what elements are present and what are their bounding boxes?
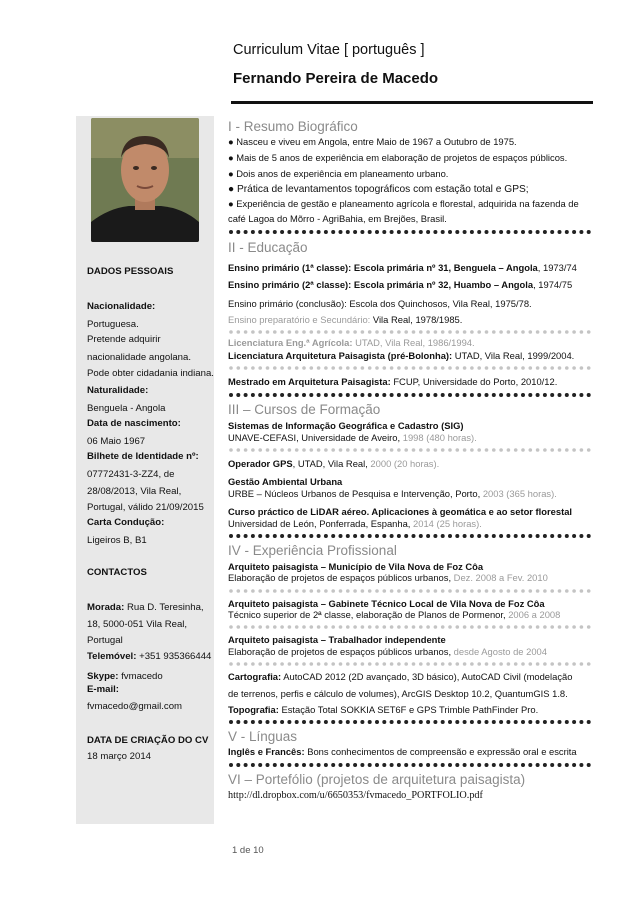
- skill-line: [228, 704, 538, 716]
- education-item: [228, 376, 557, 388]
- course-date: 2003 (365 horas).: [482, 488, 557, 499]
- education-item-detail: UTAD, Vila Real, 1986/1994.: [355, 337, 475, 348]
- birthplace-label: Naturalidade:: [87, 385, 149, 396]
- summary-item: ● Dois anos de experiência em planeamento urbano.: [228, 168, 449, 179]
- education-item: [228, 337, 475, 349]
- course-institution: URBE – Núcleos Urbanos de Pesquisa e Intervenção, Porto,: [228, 488, 483, 499]
- birthplace-value: Benguela - Angola: [87, 403, 166, 414]
- education-item-years: , 1973/74: [537, 262, 577, 273]
- nationality-label: Nacionalidade:: [87, 301, 156, 312]
- education-item-detail: UTAD, Vila Real, 1999/2004.: [452, 350, 575, 361]
- birthdate-label: Data de nascimento:: [87, 418, 181, 429]
- summary-item: ● Prática de levantamentos topográficos com estação total e GPS;: [228, 184, 529, 195]
- dotted-divider: [228, 719, 592, 725]
- address-line: [87, 602, 204, 614]
- language-label: Inglês e Francês:: [228, 746, 305, 757]
- section-title-experience: IV - Experiência Profissional: [228, 543, 397, 558]
- course-date: 1998 (480 horas).: [402, 432, 477, 443]
- education-item-title: Ensino primário (1ª classe): Escola primária nº 31, Benguela – Angola: [228, 262, 538, 273]
- dotted-divider: [228, 329, 592, 335]
- skill-detail: Estação Total SOKKIA SET6F e GPS Trimble PathFinder Pro.: [278, 704, 539, 715]
- course-detail: [228, 518, 482, 530]
- section-title-training: III – Cursos de Formação: [228, 402, 381, 417]
- skype-line: [87, 671, 163, 683]
- course-title: [228, 420, 464, 432]
- skill-line: [228, 671, 572, 683]
- phone-label: Telemóvel:: [87, 651, 137, 662]
- course-detail: [228, 432, 477, 444]
- course-name: Gestão Ambiental Urbana: [228, 476, 343, 487]
- skype-label: Skype:: [87, 671, 119, 682]
- contacts-heading: CONTACTOS: [87, 567, 147, 578]
- course-title: [228, 476, 342, 488]
- education-item: [228, 350, 574, 362]
- job-position: Arquiteto paisagista – Trabalhador independente: [228, 634, 446, 645]
- id-card-value: Portugal, válido 21/09/2015: [87, 502, 204, 513]
- course-name: Operador GPS: [228, 458, 293, 469]
- dotted-divider: [228, 229, 592, 235]
- nationality-value: Portuguesa.: [87, 319, 139, 330]
- course-institution: UNAVE-CEFASI, Universidade de Aveiro,: [228, 432, 403, 443]
- language-detail: Bons conhecimentos de compreensão e expressão oral e escrita: [304, 746, 577, 757]
- language-line: [228, 746, 577, 758]
- cv-creation-date-value: 18 março 2014: [87, 751, 151, 762]
- job-description: Técnico superior de 2ª classe, elaboração de Planos de Pormenor,: [228, 609, 509, 620]
- license-label: Carta Condução:: [87, 517, 165, 528]
- dotted-divider: [228, 762, 592, 768]
- education-item: [228, 262, 577, 274]
- course-detail: [228, 458, 439, 470]
- address-value: Portugal: [87, 635, 123, 646]
- nationality-value: Pretende adquirir: [87, 334, 161, 345]
- job-detail: [228, 572, 548, 584]
- dotted-divider: [228, 392, 592, 398]
- nationality-value: nacionalidade angolana.: [87, 352, 192, 363]
- course-detail: [228, 488, 557, 500]
- dotted-divider: [228, 624, 592, 630]
- dotted-divider: [228, 365, 592, 371]
- id-card-value: 28/08/2013, Vila Real,: [87, 486, 182, 497]
- education-item-detail: Vila Real, 1978/1985.: [372, 314, 463, 325]
- section-title-languages: V - Línguas: [228, 729, 298, 744]
- job-description: Elaboração de projetos de espaços públicos urbanos,: [228, 572, 454, 583]
- personal-data-heading: DADOS PESSOAIS: [87, 266, 174, 277]
- dotted-divider: [228, 661, 592, 667]
- skill-detail: AutoCAD 2012 (2D avançado, 3D básico), AutoCAD Civil (modelação: [281, 671, 573, 682]
- section-title-education: II - Educação: [228, 240, 308, 255]
- job-position: Arquiteto paisagista – Município de Vila Nova de Foz Côa: [228, 561, 484, 572]
- address-value: Rua D. Teresinha,: [124, 602, 204, 613]
- course-date: 2014 (25 horas).: [413, 518, 482, 529]
- license-value: Ligeiros B, B1: [87, 535, 147, 546]
- course-institution: , UTAD, Vila Real,: [292, 458, 371, 469]
- summary-item: ● Mais de 5 anos de experiência em elaboração de projetos de espaços públicos.: [228, 152, 568, 163]
- cv-title: Curriculum Vitae [ português ]: [233, 42, 425, 58]
- email-value: fvmacedo@gmail.com: [87, 701, 183, 712]
- education-item-title: Mestrado em Arquitetura Paisagista:: [228, 376, 391, 387]
- summary-item: ● Nasceu e viveu em Angola, entre Maio de 1967 a Outubro de 1975.: [228, 136, 517, 147]
- summary-item: café Lagoa do Mõrro - AgriBahia, em Brejões, Brasil.: [228, 213, 447, 224]
- education-item-title: Licenciatura Arquitetura Paisagista (pré-Bolonha):: [228, 350, 453, 361]
- course-title: [228, 506, 572, 518]
- address-label: Morada:: [87, 602, 125, 613]
- page-number: 1 de 10: [232, 845, 264, 856]
- birthdate-value: 06 Maio 1967: [87, 436, 146, 447]
- skype-value: fvmacedo: [118, 671, 163, 682]
- education-item-years: , 1974/75: [533, 279, 573, 290]
- phone-line: [87, 651, 211, 663]
- education-item-title: Ensino preparatório e Secundário:: [228, 314, 373, 325]
- job-dates: 2006 a 2008: [508, 609, 561, 620]
- header-divider: [231, 101, 593, 104]
- job-dates: Dez. 2008 a Fev. 2010: [453, 572, 548, 583]
- education-item-detail: FCUP, Universidade do Porto, 2010/12.: [390, 376, 558, 387]
- cv-creation-date-label: DATA DE CRIAÇÃO DO CV: [87, 735, 209, 746]
- skill-label: Topografia:: [228, 704, 279, 715]
- job-dates: desde Agosto de 2004: [453, 646, 547, 657]
- nationality-value: Pode obter cidadania indiana.: [87, 368, 214, 379]
- phone-value: +351 935366444: [136, 651, 212, 662]
- education-item: [228, 314, 462, 326]
- section-title-summary: I - Resumo Biográfico: [228, 119, 358, 134]
- email-label: E-mail:: [87, 684, 119, 695]
- id-card-label: Bilhete de Identidade nº:: [87, 451, 199, 462]
- education-item: [228, 279, 572, 291]
- dotted-divider: [228, 533, 592, 539]
- job-position: Arquiteto paisagista – Gabinete Técnico Local de Vila Nova de Foz Côa: [228, 598, 545, 609]
- dotted-divider: [228, 588, 592, 594]
- portfolio-link[interactable]: http://dl.dropbox.com/u/6650353/fvmacedo_PORTFOLIO.pdf: [228, 790, 483, 801]
- dotted-divider: [228, 447, 592, 453]
- address-value: 18, 5000-051 Vila Real,: [87, 619, 188, 630]
- course-name: Curso práctico de LiDAR aéreo. Aplicaciones à geomática e ao setor florestal: [228, 506, 573, 517]
- job-detail: [228, 609, 560, 621]
- job-title: [228, 634, 446, 646]
- section-title-portfolio: VI – Portefólio (projetos de arquitetura paisagista): [228, 772, 526, 787]
- education-item: Ensino primário (conclusão): Escola dos Quinchosos, Vila Real, 1975/78.: [228, 298, 532, 309]
- job-description: Elaboração de projetos de espaços públicos urbanos,: [228, 646, 454, 657]
- profile-photo: [91, 118, 199, 242]
- person-name: Fernando Pereira de Macedo: [233, 70, 439, 87]
- education-item-title: Ensino primário (2ª classe): Escola primária nº 32, Huambo – Angola: [228, 279, 534, 290]
- job-detail: [228, 646, 547, 658]
- education-item-title: Licenciatura Eng.ª Agrícola:: [228, 337, 356, 348]
- summary-item: ● Experiência de gestão e planeamento agrícola e florestal, adquirida na fazenda de: [228, 198, 579, 209]
- course-institution: Universidad de León, Ponferrada, Espanha,: [228, 518, 414, 529]
- skill-line: de terrenos, perfis e cálculo de volumes), ArcGIS Desktop 10.2, QuantumGIS 1.8.: [228, 688, 568, 699]
- course-date: 2000 (20 horas).: [370, 458, 440, 469]
- id-card-value: 07772431-3-ZZ4, de: [87, 469, 175, 480]
- skill-label: Cartografia:: [228, 671, 282, 682]
- course-name: Sistemas de Informação Geográfica e Cadastro (SIG): [228, 420, 464, 431]
